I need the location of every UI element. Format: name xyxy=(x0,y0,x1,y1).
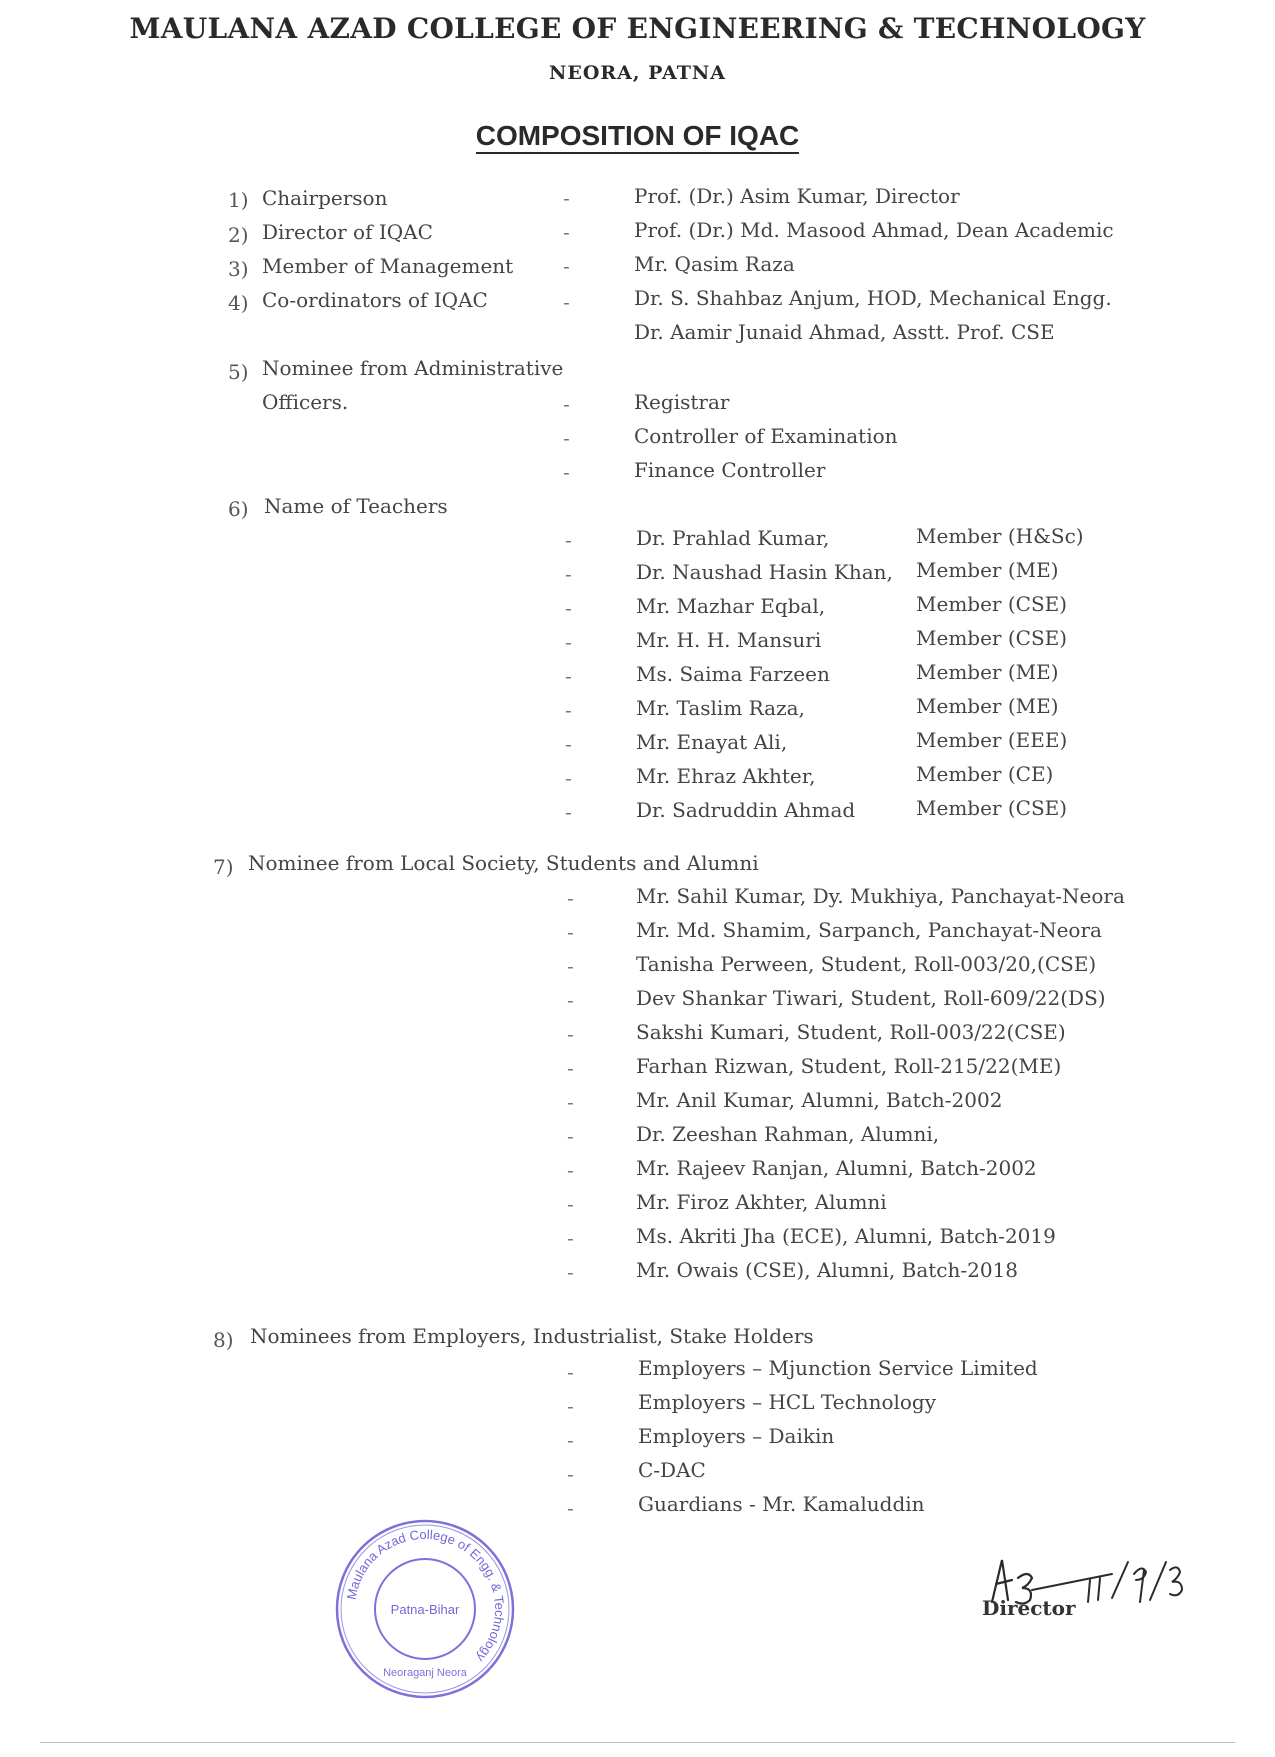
dash: - xyxy=(567,886,574,910)
dash: - xyxy=(563,220,570,244)
dash: - xyxy=(565,630,572,654)
teacher-name: Mr. Mazhar Eqbal, xyxy=(636,594,826,618)
dash: - xyxy=(567,920,574,944)
section-number: 1) xyxy=(228,188,249,212)
teacher-role: Member (ME) xyxy=(916,660,1059,684)
stamp-seal-icon xyxy=(332,1516,518,1702)
dash: - xyxy=(567,1496,574,1520)
signature-label: Director xyxy=(982,1596,1076,1620)
employer-item: Employers – Mjunction Service Limited xyxy=(638,1356,1038,1380)
section-label-coordinators: Co-ordinators of IQAC xyxy=(262,288,488,312)
teacher-name: Mr. Enayat Ali, xyxy=(636,730,788,754)
admin-officer-value: Registrar xyxy=(634,390,730,414)
dash: - xyxy=(563,290,570,314)
page-bottom-rule xyxy=(40,1742,1235,1743)
section-label-admin-officers-cont: Officers. xyxy=(262,390,349,414)
management-value: Mr. Qasim Raza xyxy=(634,252,795,276)
teacher-role: Member (EEE) xyxy=(916,728,1068,752)
dash: - xyxy=(567,1022,574,1046)
dash: - xyxy=(565,664,572,688)
employer-item: Employers – HCL Technology xyxy=(638,1390,937,1414)
dash: - xyxy=(565,562,572,586)
employer-item: Employers – Daikin xyxy=(638,1424,835,1448)
page-title-text: COMPOSITION OF IQAC xyxy=(476,120,800,154)
svg-text:Maulana Azad College of Engg.: Maulana Azad College of Engg. & Technology xyxy=(343,1526,508,1666)
section-number: 3) xyxy=(228,257,249,281)
dash: - xyxy=(565,800,572,824)
teacher-role: Member (H&Sc) xyxy=(916,524,1084,548)
local-society-item: Farhan Rizwan, Student, Roll-215/22(ME) xyxy=(636,1054,1062,1078)
svg-text:Patna-Bihar: Patna-Bihar xyxy=(390,1602,460,1617)
teacher-name: Mr. Ehraz Akhter, xyxy=(636,764,816,788)
chairperson-value: Prof. (Dr.) Asim Kumar, Director xyxy=(634,184,960,208)
dash: - xyxy=(567,954,574,978)
teacher-role: Member (CSE) xyxy=(916,626,1068,650)
teacher-name: Dr. Prahlad Kumar, xyxy=(636,526,830,550)
section-number: 6) xyxy=(228,497,249,521)
teacher-role: Member (ME) xyxy=(916,694,1059,718)
section-label-management: Member of Management xyxy=(262,254,514,278)
dash: - xyxy=(565,766,572,790)
dash: - xyxy=(567,1192,574,1216)
section-number: 7) xyxy=(213,855,234,879)
coordinator-value: Dr. Aamir Junaid Ahmad, Asstt. Prof. CSE xyxy=(634,320,1055,344)
section-label-teachers: Name of Teachers xyxy=(264,494,448,518)
section-number: 2) xyxy=(228,223,249,247)
local-society-item: Dr. Zeeshan Rahman, Alumni, xyxy=(636,1122,940,1146)
local-society-item: Sakshi Kumari, Student, Roll-003/22(CSE) xyxy=(636,1020,1066,1044)
section-label-admin-officers: Nominee from Administrative xyxy=(262,356,564,380)
local-society-item: Mr. Md. Shamim, Sarpanch, Panchayat-Neora xyxy=(636,918,1102,942)
employer-item: C-DAC xyxy=(638,1458,706,1482)
teacher-role: Member (CSE) xyxy=(916,796,1068,820)
section-label-employers: Nominees from Employers, Industrialist, Stake Holders xyxy=(250,1324,814,1348)
section-label-director-iqac: Director of IQAC xyxy=(262,220,433,244)
dash: - xyxy=(563,426,570,450)
local-society-item: Mr. Anil Kumar, Alumni, Batch-2002 xyxy=(636,1088,1003,1112)
college-location: NEORA, PATNA xyxy=(548,62,727,84)
dash: - xyxy=(567,1394,574,1418)
teacher-name: Mr. Taslim Raza, xyxy=(636,696,805,720)
section-number: 4) xyxy=(228,291,249,315)
dash: - xyxy=(563,392,570,416)
local-society-item: Mr. Owais (CSE), Alumni, Batch-2018 xyxy=(636,1258,1019,1282)
teacher-name: Dr. Naushad Hasin Khan, xyxy=(636,560,893,584)
dash: - xyxy=(567,1462,574,1486)
teacher-name: Ms. Saima Farzeen xyxy=(636,662,830,686)
dash: - xyxy=(567,1158,574,1182)
section-number: 8) xyxy=(213,1328,234,1352)
local-society-item: Mr. Sahil Kumar, Dy. Mukhiya, Panchayat-Neora xyxy=(636,884,1125,908)
dash: - xyxy=(567,1260,574,1284)
employer-item: Guardians - Mr. Kamaluddin xyxy=(638,1492,925,1516)
svg-text:Neoraganj Neora: Neoraganj Neora xyxy=(383,1667,467,1679)
dash: - xyxy=(567,1124,574,1148)
dash: - xyxy=(567,1360,574,1384)
dash: - xyxy=(563,254,570,278)
admin-officer-value: Controller of Examination xyxy=(634,424,898,448)
dash: - xyxy=(563,460,570,484)
section-label-chairperson: Chairperson xyxy=(262,186,388,210)
dash: - xyxy=(567,1056,574,1080)
college-name: MAULANA AZAD COLLEGE OF ENGINEERING & TECHNOLOGY xyxy=(129,12,1146,45)
dash: - xyxy=(567,1428,574,1452)
local-society-item: Dev Shankar Tiwari, Student, Roll-609/22(DS) xyxy=(636,986,1106,1010)
local-society-item: Mr. Rajeev Ranjan, Alumni, Batch-2002 xyxy=(636,1156,1037,1180)
local-society-item: Ms. Akriti Jha (ECE), Alumni, Batch-2019 xyxy=(636,1224,1056,1248)
local-society-item: Tanisha Perween, Student, Roll-003/20,(CSE) xyxy=(636,952,1097,976)
section-number: 5) xyxy=(228,360,249,384)
teacher-role: Member (ME) xyxy=(916,558,1059,582)
teacher-role: Member (CE) xyxy=(916,762,1054,786)
dash: - xyxy=(567,1090,574,1114)
dash: - xyxy=(567,1226,574,1250)
dash: - xyxy=(565,698,572,722)
dash: - xyxy=(565,732,572,756)
local-society-item: Mr. Firoz Akhter, Alumni xyxy=(636,1190,887,1214)
page-title xyxy=(0,120,1275,152)
dash: - xyxy=(567,988,574,1012)
official-stamp xyxy=(332,1516,518,1702)
teacher-role: Member (CSE) xyxy=(916,592,1068,616)
director-iqac-value: Prof. (Dr.) Md. Masood Ahmad, Dean Academic xyxy=(634,218,1114,242)
dash: - xyxy=(565,596,572,620)
section-label-local-society: Nominee from Local Society, Students and Alumni xyxy=(248,851,759,875)
dash: - xyxy=(565,528,572,552)
teacher-name: Dr. Sadruddin Ahmad xyxy=(636,798,856,822)
coordinator-value: Dr. S. Shahbaz Anjum, HOD, Mechanical Engg. xyxy=(634,286,1112,310)
teacher-name: Mr. H. H. Mansuri xyxy=(636,628,822,652)
admin-officer-value: Finance Controller xyxy=(634,458,826,482)
dash: - xyxy=(563,186,570,210)
